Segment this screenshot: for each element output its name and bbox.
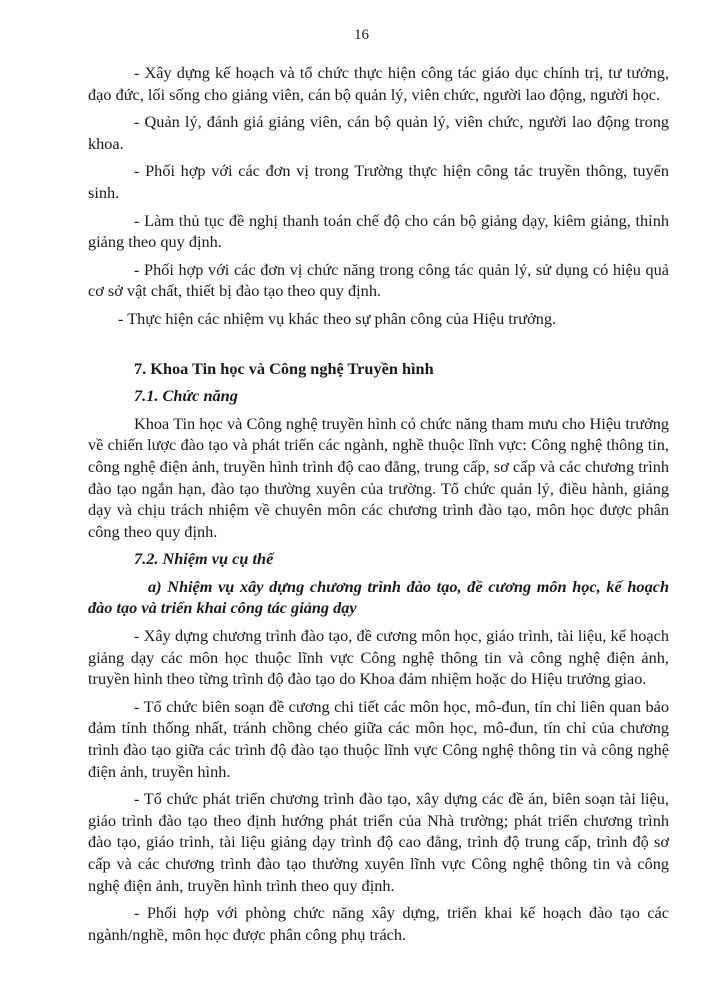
page-number: 16 — [354, 27, 369, 43]
paragraph-bullet: - Xây dựng kế hoạch và tổ chức thực hiện công tác giáo dục chính trị, tư tưởng, đạo đức, lối sống cho giảng viên, cán bộ quản lý, viên chức, người lao động, người học. — [88, 63, 669, 104]
paragraph-bullet: - Quản lý, đánh giá giảng viên, cán bộ quản lý, viên chức, người lao động trong khoa. — [88, 112, 669, 153]
section-heading: 7. Khoa Tin học và Công nghệ Truyền hình — [134, 358, 434, 378]
paragraph-bullet: - Thực hiện các nhiệm vụ khác theo sự phân công của Hiệu trưởng. — [118, 308, 557, 328]
task-a-bullet: - Tổ chức phát triển chương trình đào tạo, xây dựng các đề án, biên soạn tài liệu, giáo trình đào tạo theo định hướng phát triển của Nhà trường; phát triển chương trình đào tạo, giáo trình, tài liệu giảng dạy trình độ cao đẳng, trình độ trung cấp, trình độ sơ cấp và các chương trình đào tạo thường xuyên lĩnh vực Công nghệ thông tin và công nghệ điện ảnh, truyền hình trình theo quy định. — [88, 789, 669, 895]
task-a-bullet: - Tổ chức biên soạn đề cương chi tiết các môn học, mô-đun, tín chỉ liên quan bảo đảm tính thống nhất, tránh chồng chéo giữa các môn học, mô-đun, tín chỉ của chương trình đào tạo giữa các trình độ đào tạo thuộc lĩnh vực Công nghệ thông tin và công nghệ điện ảnh, truyền hình. — [88, 696, 669, 781]
section-spacer — [88, 336, 669, 358]
page-content — [88, 62, 669, 945]
tasks-heading: 7.2. Nhiệm vụ cụ thể — [134, 549, 274, 569]
paragraph-bullet: - Phối hợp với các đơn vị trong Trường thực hiện công tác truyền thông, tuyển sinh. — [88, 161, 669, 202]
paragraph-bullet: - Phối hợp với các đơn vị chức năng trong công tác quản lý, sử dụng có hiệu quả cơ sở vật chất, thiết bị đào tạo theo quy định. — [88, 259, 669, 301]
task-a-bullet: - Phối hợp với phòng chức năng xây dựng, triển khai kế hoạch đào tạo các ngành/nghề, môn học được phân công phụ trách. — [88, 903, 669, 944]
task-a-heading: a) Nhiệm vụ xây dựng chương trình đào tạo, đề cương môn học, kế hoạch đào tạo và triển khai công tác giảng dạy — [88, 576, 669, 618]
function-heading: 7.1. Chức năng — [134, 386, 238, 406]
function-paragraph: Khoa Tin học và Công nghệ truyền hình có chức năng tham mưu cho Hiệu trưởng về chiến lược đào tạo và phát triển các ngành, nghề thuộc lĩnh vực: Công nghệ thông tin, công nghệ điện ảnh, truyền hình trình độ cao đẳng, trung cấp, sơ cấp và các chương trình đào tạo ngắn hạn, đào tạo thường xuyên của trường. Tổ chức quản lý, điều hành, giảng dạy và chịu trách nhiệm về chuyên môn các chương trình đào tạo, môn học được phân công theo quy định. — [88, 413, 669, 541]
paragraph-bullet: - Làm thủ tục đề nghị thanh toán chế độ cho cán bộ giảng dạy, kiêm giảng, thỉnh giảng theo quy định. — [88, 210, 669, 252]
task-a-bullet: - Xây dựng chương trình đào tạo, đề cương môn học, giáo trình, tài liệu, kế hoạch giảng dạy các môn học thuộc lĩnh vực Công nghệ thông tin và công nghệ điện ảnh, truyền hình theo từng trình độ đào tạo do Khoa đảm nhiệm hoặc do Hiệu trưởng giao. — [88, 626, 669, 689]
